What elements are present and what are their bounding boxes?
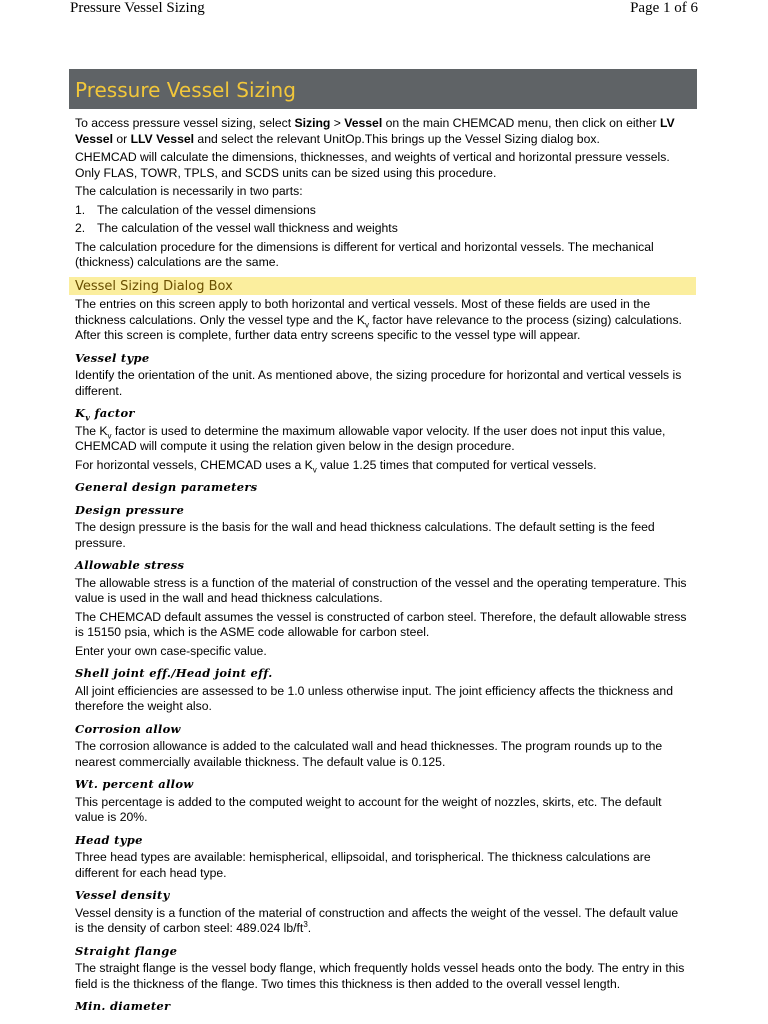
joint-efficiency-text: All joint efficiencies are assessed to be 1.0 unless otherwise input. The joint efficiency affects the thickness and therefore the weight also. bbox=[75, 683, 673, 713]
kv-factor-paragraph-1: The $K_v$ factor is used to determine the maximum allowable vapor velocity. If the user does not input this value, CHEMCAD will compute it using the relation given below in the design procedure. bbox=[75, 423, 666, 453]
intro-paragraph-2: CHEMCAD will calculate the dimensions, thicknesses, and weights of vertical and horizontal pressure vessels. Only FLAS, TOWR, TPLS, and SCDS units can be sized using this procedure. bbox=[75, 150, 670, 180]
list-item: 1. The calculation of the vessel dimensions bbox=[75, 202, 316, 217]
subheading-wt-percent-allow: Wt. percent allow bbox=[75, 777, 194, 791]
document-body bbox=[75, 116, 690, 1017]
corrosion-allow-text: The corrosion allowance is added to the calculated wall and head thicknesses. The program rounds up to the nearest commercially available thickness. The default value is 0.125. bbox=[75, 739, 663, 769]
allowable-stress-paragraph-2: The CHEMCAD default assumes the vessel is constructed of carbon steel. Therefore, the default allowable stress is 15150 psia, which is the ASME code allowable for carbon steel. bbox=[75, 609, 687, 639]
subheading-min-diameter: Min. diameter bbox=[75, 999, 171, 1013]
menu-lv-vessel: LV Vessel bbox=[75, 116, 675, 146]
dialog-intro-paragraph: The entries on this screen apply to both horizontal and vertical vessels. Most of these fields are used in the thickness calculations. Only the vessel type and the $K_v$ factor have relevance to the process (sizing) calculations. After this screen is complete, further data entry screens specific to the vessel type will appear. bbox=[75, 297, 682, 342]
page-title: Pressure Vessel Sizing bbox=[75, 78, 296, 102]
menu-llv-vessel: LLV Vessel bbox=[130, 131, 195, 146]
subheading-corrosion-allow: Corrosion allow bbox=[75, 721, 181, 736]
head-type-text: Three head types are available: hemispherical, ellipsoidal, and torispherical. The thickness calculations are different for each head type. bbox=[75, 850, 651, 880]
subheading-design-pressure: Design pressure bbox=[75, 502, 185, 517]
subheading-vessel-density: Vessel density bbox=[75, 888, 170, 902]
list-item: 2. The calculation of the vessel wall thickness and weights bbox=[75, 221, 398, 235]
menu-sizing: Sizing bbox=[294, 116, 331, 130]
subheading-straight-flange: Straight flange bbox=[75, 943, 178, 958]
subheading-allowable-stress: Allowable stress bbox=[75, 558, 185, 572]
vessel-type-text: Identify the orientation of the unit. As mentioned above, the sizing procedure for horizontal and vertical vessels is different. bbox=[75, 368, 682, 398]
section-heading-dialog-box: Vessel Sizing Dialog Box bbox=[69, 277, 696, 296]
wt-percent-allow-text: This percentage is added to the computed weight to account for the weight of nozzles, skirts, etc. The default value is 20%. bbox=[75, 794, 662, 824]
allowable-stress-paragraph-3: Enter your own case-specific value. bbox=[75, 643, 267, 658]
subheading-vessel-type: Vessel type bbox=[75, 350, 150, 365]
intro-paragraph-3: The calculation is necessarily in two parts: bbox=[75, 184, 303, 198]
intro-paragraph-1: To access pressure vessel sizing, select Sizing > Vessel on the main CHEMCAD menu, then click on either LV Vessel or LLV Vessel and select the relevant UnitOp.This brings up the Vessel Sizing dialog box. bbox=[75, 116, 675, 146]
page-header bbox=[0, 0, 768, 22]
straight-flange-text: The straight flange is the vessel body flange, which frequently holds vessel heads onto the body. The entry in this field is the thickness of the flange. Two times this thickness is then added to the overall vessel length. bbox=[75, 961, 685, 991]
subheading-joint-efficiency: Shell joint eff./Head joint eff. bbox=[75, 666, 273, 680]
subheading-head-type: Head type bbox=[75, 832, 143, 847]
subheading-general-design-parameters: General design parameters bbox=[75, 480, 258, 494]
kv-factor-paragraph-2: For horizontal vessels, CHEMCAD uses a $K_v$ value 1.25 times that computed for vertical vessels. bbox=[75, 457, 597, 474]
vessel-density-text: Vessel density is a function of the material of construction and affects the weight of the vessel. The default value is the density of carbon steel: 489.024 $lb/ft^3$. bbox=[75, 905, 679, 935]
title-banner bbox=[69, 69, 697, 109]
design-pressure-text: The design pressure is the basis for the wall and head thickness calculations. The default setting is the feed pressure. bbox=[75, 520, 655, 550]
calculation-parts-list bbox=[75, 203, 690, 237]
subheading-kv-factor: $K_v$ factor bbox=[75, 406, 135, 423]
header-doc-title: Pressure Vessel Sizing bbox=[70, 0, 205, 16]
intro-paragraph-4: The calculation procedure for the dimensions is different for vertical and horizontal vessels. The mechanical (thickness) calculations are the same. bbox=[75, 239, 654, 269]
header-page-number: Page 1 of 6 bbox=[630, 0, 698, 16]
menu-vessel: Vessel bbox=[344, 116, 383, 130]
allowable-stress-paragraph-1: The allowable stress is a function of the material of construction of the vessel and the operating temperature. This value is used in the wall and head thickness calculations. bbox=[75, 575, 687, 605]
